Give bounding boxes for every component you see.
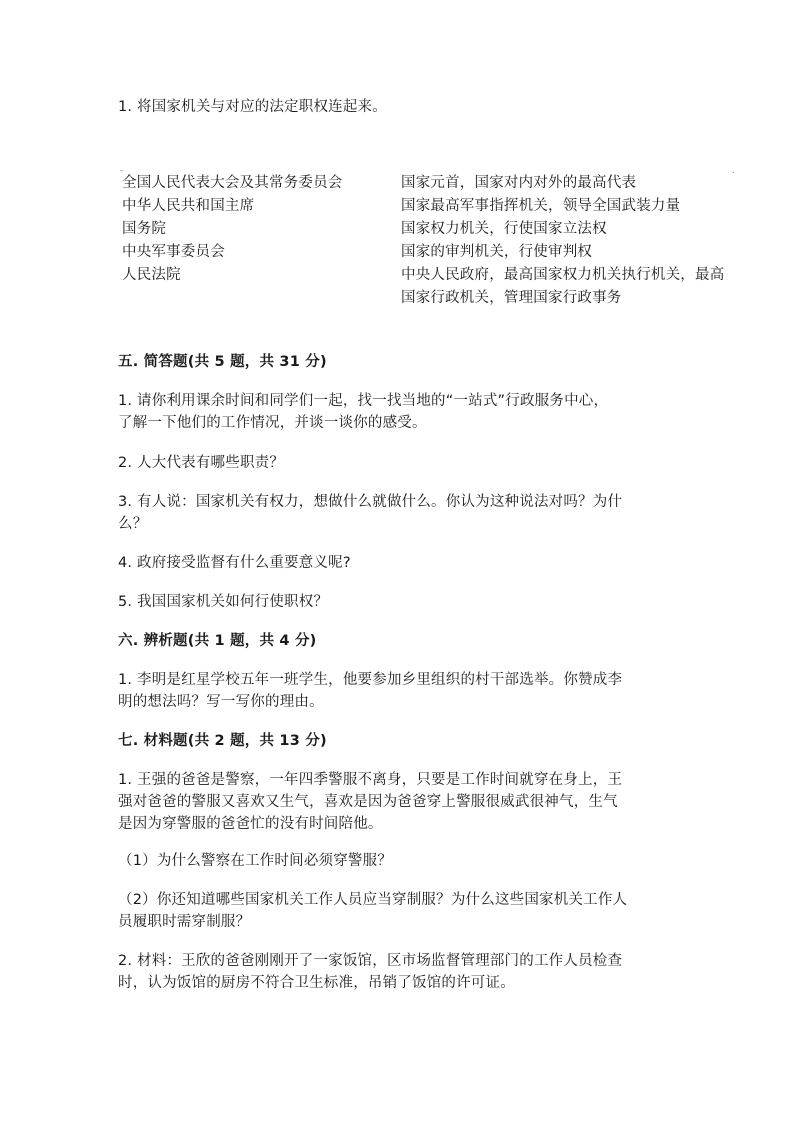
s7-q2-line2: 时，认为饭馆的厨房不符合卫生标准，吊销了饭馆的许可证。	[118, 975, 515, 991]
table-corner-mark: .	[732, 166, 735, 175]
left-item-court: 人民法院	[122, 267, 181, 283]
s5-q1-line1: 1. 请你利用课余时间和同学们一起，找一找当地的“一站式”行政服务中心，	[118, 393, 609, 409]
s6-q1-line1: 1. 李明是红星学校五年一班学生，他要参加乡里组织的村干部选举。你赞成李	[118, 672, 623, 688]
right-item-military: 国家最高军事指挥机关，领导全国武装力量	[401, 198, 681, 214]
s7-sub1: （1）为什么警察在工作时间必须穿警服？	[118, 853, 393, 869]
s5-q2: 2. 人大代表有哪些职责？	[118, 455, 285, 471]
s7-q2-line1: 2. 材料：王欣的爸爸刚刚开了一家饭馆，区市场监督管理部门的工作人员检查	[118, 953, 623, 969]
s7-q1-line2: 强对爸爸的警服又喜欢又生气，喜欢是因为爸爸穿上警服很威武很神气，生气	[118, 794, 618, 810]
matching-question: 1. 将国家机关与对应的法定职权连起来。	[118, 99, 387, 115]
s5-q4: 4. 政府接受监督有什么重要意义呢?	[118, 555, 351, 571]
s5-q3-line2: 么？	[118, 516, 148, 532]
right-item-government-line2: 国家行政机关，管理国家行政事务	[401, 290, 622, 306]
left-item-npc: 全国人民代表大会及其常务委员会	[122, 175, 343, 191]
table-corner-mark: -	[120, 166, 123, 175]
s5-q1-line2: 了解一下他们的工作情况，并谈一谈你的感受。	[118, 415, 427, 431]
s7-q1-line1: 1. 王强的爸爸是警察，一年四季警服不离身，只要是工作时间就穿在身上，王	[118, 772, 623, 788]
section7-title: 七. 材料题(共 2 题，共 13 分)	[118, 733, 327, 749]
s5-q5: 5. 我国国家机关如何行使职权？	[118, 594, 329, 610]
s6-q1-line2: 明的想法吗？写一写你的理由。	[118, 694, 324, 710]
s7-q1-line3: 是因为穿警服的爸爸忙的没有时间陪他。	[118, 816, 383, 832]
right-item-head-of-state: 国家元首，国家对内对外的最高代表	[401, 175, 637, 191]
left-item-military-commission: 中央军事委员会	[122, 244, 225, 260]
section5-title: 五. 简答题(共 5 题，共 31 分)	[118, 354, 327, 370]
s7-sub2-line1: （2）你还知道哪些国家机关工作人员应当穿制服？为什么这些国家机关工作人	[118, 892, 628, 908]
s7-sub2-line2: 员履职时需穿制服？	[118, 914, 251, 930]
right-item-government-line1: 中央人民政府，最高国家权力机关执行机关，最高	[401, 267, 725, 283]
s5-q3-line1: 3. 有人说：国家机关有权力，想做什么就做什么。你认为这种说法对吗？为什	[118, 494, 623, 510]
left-item-state-council: 国务院	[122, 221, 167, 237]
right-item-legislature: 国家权力机关，行使国家立法权	[401, 221, 607, 237]
right-item-judiciary: 国家的审判机关，行使审判权	[401, 244, 593, 260]
section6-title: 六. 辨析题(共 1 题，共 4 分)	[118, 633, 317, 649]
left-item-president: 中华人民共和国主席	[122, 198, 255, 214]
